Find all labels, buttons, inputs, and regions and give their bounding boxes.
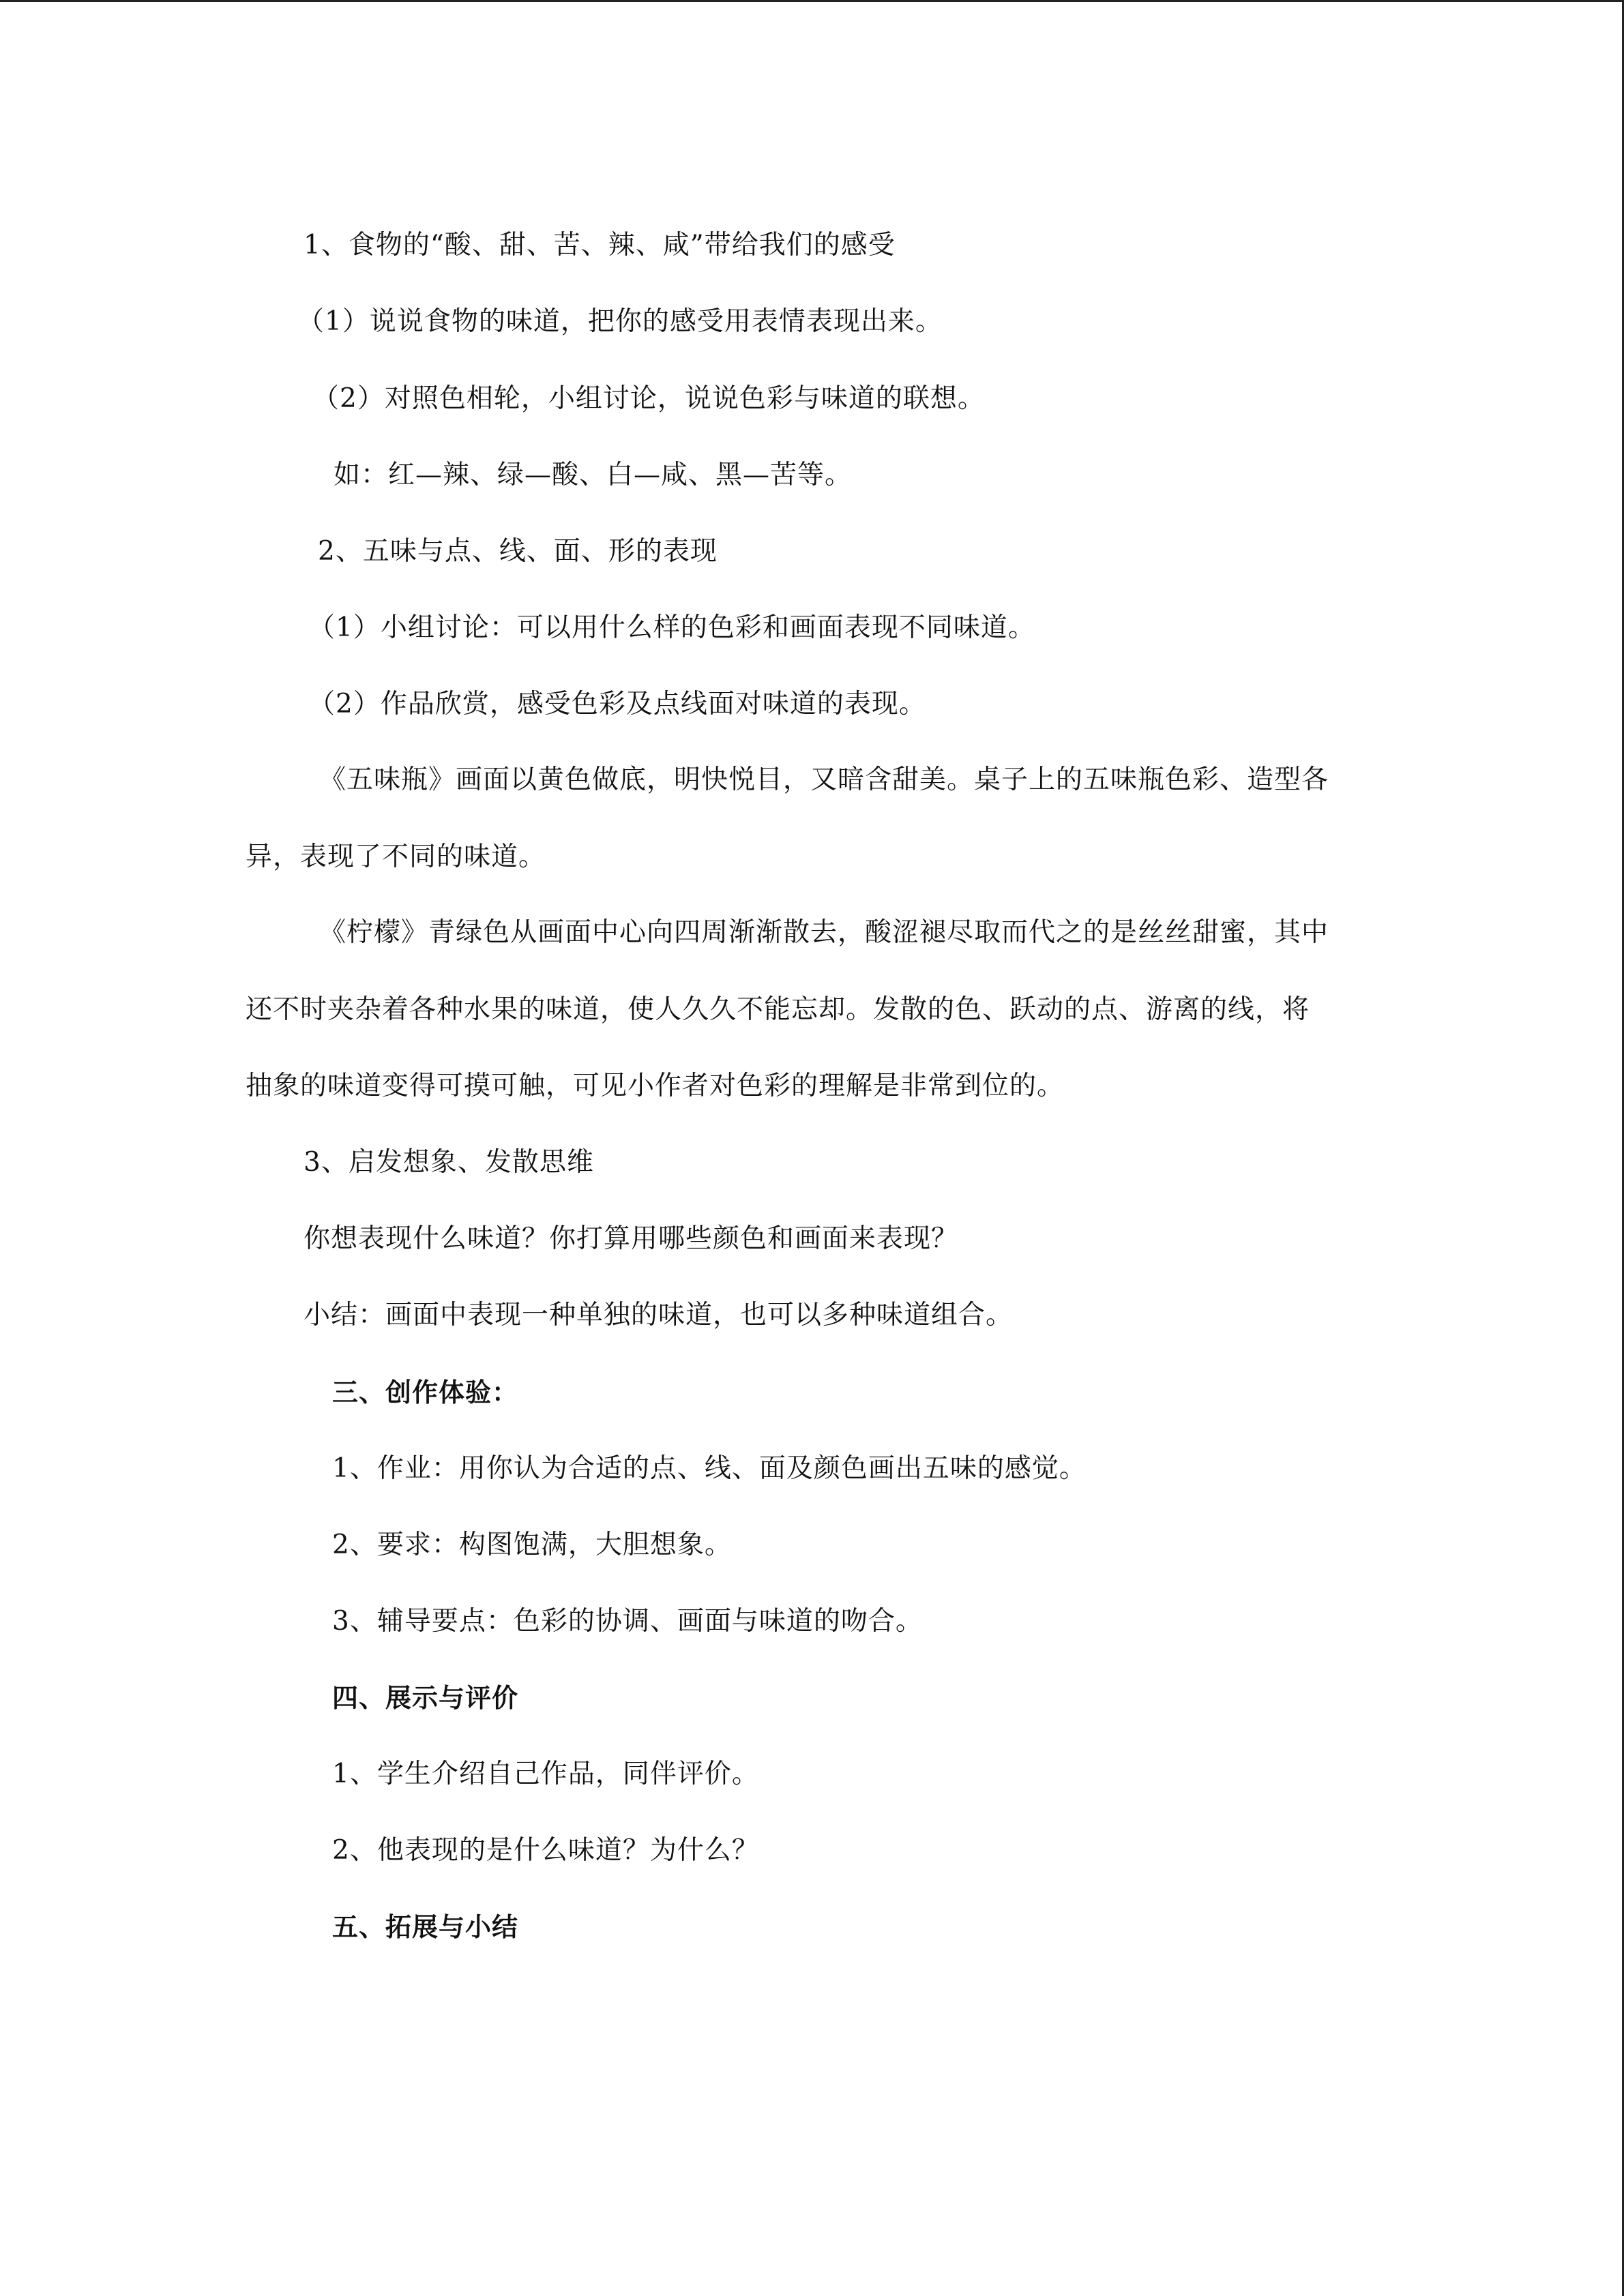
paragraph-question: 你想表现什么味道？你打算用哪些颜色和画面来表现？ xyxy=(304,1223,959,1254)
paragraph-ningmeng-line-3: 抽象的味道变得可摸可触，可见小作者对色彩的理解是非常到位的。 xyxy=(246,1071,1065,1101)
paragraph-wuweiping-line-2: 异，表现了不同的味道。 xyxy=(246,841,546,872)
section-1-heading: 1、食物的“酸、甜、苦、辣、咸”带给我们的感受 xyxy=(304,230,896,260)
evaluation-item-2: 2、他表现的是什么味道？为什么？ xyxy=(332,1835,759,1866)
creation-item-1: 1、作业：用你认为合适的点、线、面及颜色画出五味的感觉。 xyxy=(332,1453,1087,1484)
evaluation-item-1: 1、学生介绍自己作品，同伴评价。 xyxy=(332,1759,759,1789)
heading-extension-summary: 五、拓展与小结 xyxy=(332,1912,519,1942)
paragraph-summary: 小结：画面中表现一种单独的味道，也可以多种味道组合。 xyxy=(304,1300,1014,1330)
paragraph-1-2: （2）对照色相轮，小组讨论，说说色彩与味道的联想。 xyxy=(312,383,985,414)
heading-creation-experience: 三、创作体验： xyxy=(332,1377,519,1407)
page-border-top xyxy=(0,0,1624,2)
paragraph-2-1: （1）小组讨论：可以用什么样的色彩和画面表现不同味道。 xyxy=(308,612,1035,643)
creation-item-3: 3、辅导要点：色彩的协调、画面与味道的吻合。 xyxy=(332,1606,923,1637)
paragraph-ningmeng-line-1: 《柠檬》青绿色从画面中心向四周渐渐散去，酸涩褪尽取而代之的是丝丝甜蜜，其中 xyxy=(319,917,1329,948)
section-2-heading: 2、五味与点、线、面、形的表现 xyxy=(318,536,718,567)
paragraph-wuweiping-line-1: 《五味瓶》画面以黄色做底，明快悦目，又暗含甜美。桌子上的五味瓶色彩、造型各 xyxy=(319,764,1329,795)
heading-display-evaluation: 四、展示与评价 xyxy=(332,1683,519,1713)
section-3-heading: 3、启发想象、发散思维 xyxy=(304,1147,594,1178)
paragraph-2-2: （2）作品欣赏，感受色彩及点线面对味道的表现。 xyxy=(308,689,926,719)
paragraph-example: 如：红—辣、绿—酸、白—咸、黑—苦等。 xyxy=(334,460,853,490)
paragraph-1-1: （1）说说食物的味道，把你的感受用表情表现出来。 xyxy=(297,306,943,337)
creation-item-2: 2、要求：构图饱满，大胆想象。 xyxy=(332,1530,732,1560)
paragraph-ningmeng-line-2: 还不时夹杂着各种水果的味道，使人久久不能忘却。发散的色、跃动的点、游离的线，将 xyxy=(246,994,1310,1025)
